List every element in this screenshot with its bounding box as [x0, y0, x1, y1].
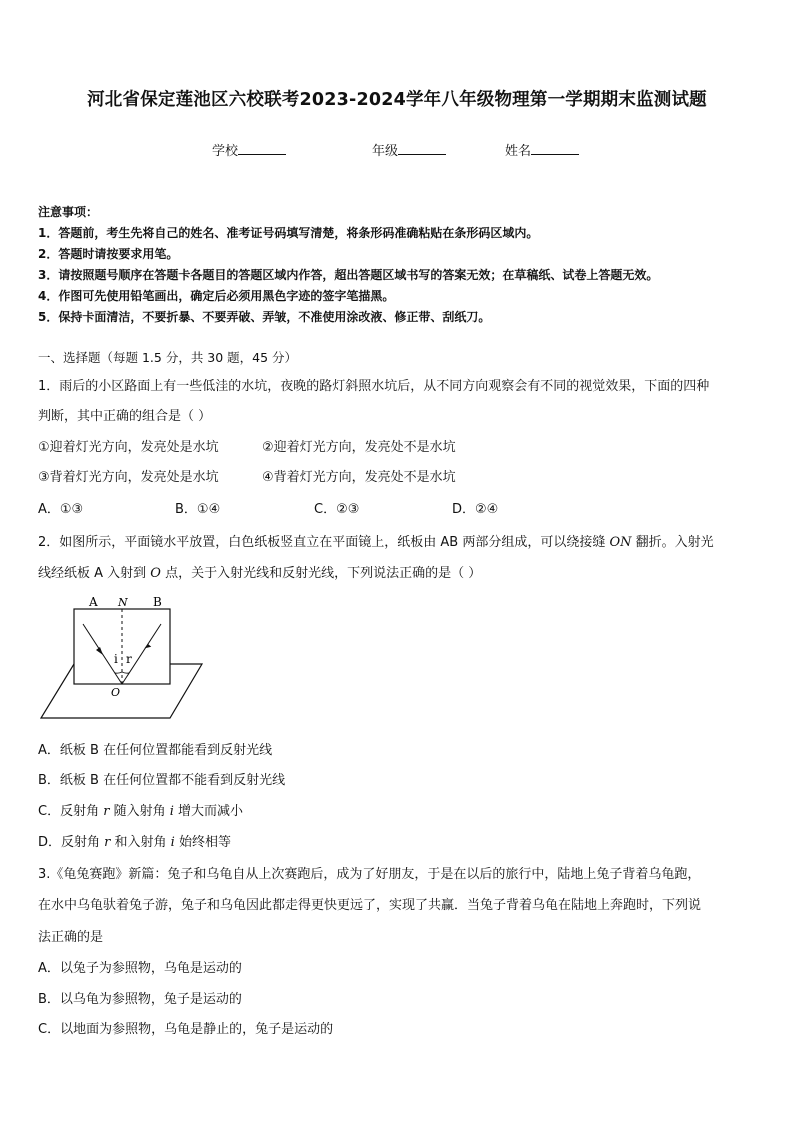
mirror-figure	[38, 592, 218, 724]
notice-item: 5．保持卡面清洁，不要折暴、不要弄破、弄皱，不准使用涂改液、修正带、刮纸刀。	[38, 310, 491, 324]
name-field[interactable]	[505, 140, 579, 159]
q2-stem-line1: 2．如图所示，平面镜水平放置，白色纸板竖直立在平面镜上，纸板由 AB 两部分组成，可以绕接缝 ON 翻折。入射光	[38, 535, 714, 550]
q3-option-c[interactable]: C．以地面为参照物，乌龟是静止的，兔子是运动的	[38, 1022, 334, 1037]
q1-option-d[interactable]: D．②④	[452, 502, 499, 517]
q1-stem-line2: 判断，其中正确的组合是（ ）	[38, 409, 212, 424]
q2-option-a[interactable]: A．纸板 B 在任何位置都能看到反射光线	[38, 743, 273, 758]
grade-label: 年级	[372, 144, 399, 159]
page-title: 河北省保定莲池区六校联考2023-2024学年八年级物理第一学期期末监测试题	[87, 90, 707, 110]
school-field[interactable]	[212, 140, 286, 159]
q3-stem-line2: 在水中乌龟驮着兔子游，兔子和乌龟因此都走得更快更远了，实现了共赢．当兔子背着乌龟在陆地上奔跑时，下列说	[38, 898, 702, 913]
q2-option-d[interactable]: D．反射角 r 和入射角 i 始终相等	[38, 835, 231, 850]
notice-item: 3．请按照题号顺序在答题卡各题目的答题区域内作答，超出答题区域书写的答案无效；在草稿纸、试卷上答题无效。	[38, 268, 659, 282]
notice-heading: 注意事项：	[38, 205, 99, 219]
label-b: B	[153, 595, 162, 609]
notice-item: 2．答题时请按要求用笔。	[38, 247, 179, 261]
q2-stem-line2: 线经纸板 A 入射到 O 点，关于入射光线和反射光线，下列说法正确的是（ ）	[38, 566, 482, 581]
name-label: 姓名	[505, 144, 532, 159]
notice-item: 1．答题前，考生先将自己的姓名、准考证号码填写清楚，将条形码准确粘贴在条形码区域内。	[38, 226, 539, 240]
q2-option-b[interactable]: B．纸板 B 在任何位置都不能看到反射光线	[38, 773, 286, 788]
q1-option-c[interactable]: C．②③	[314, 502, 360, 517]
section-heading: 一、选择题（每题 1.5 分，共 30 题，45 分）	[38, 350, 298, 365]
q1-stem-line1: 1．雨后的小区路面上有一些低洼的水坑，夜晚的路灯斜照水坑后，从不同方向观察会有不同的视觉效果，下面的四种	[38, 379, 710, 394]
grade-blank[interactable]	[398, 142, 446, 155]
notice-item: 4．作图可先使用铅笔画出，确定后必须用黑色字迹的签字笔描黑。	[38, 289, 395, 303]
label-r: r	[126, 652, 132, 666]
q2-option-c[interactable]: C．反射角 r 随入射角 i 增大而减小	[38, 804, 244, 819]
grade-field[interactable]	[372, 140, 446, 159]
q3-option-b[interactable]: B．以乌龟为参照物，兔子是运动的	[38, 992, 242, 1007]
label-o: O	[111, 686, 121, 699]
q1-option-b[interactable]: B．①④	[175, 502, 221, 517]
label-n: N	[118, 596, 128, 609]
notice-block	[38, 202, 658, 328]
name-blank[interactable]	[531, 142, 579, 155]
q1-statement-2: ②迎着灯光方向，发亮处不是水坑	[262, 440, 456, 455]
q3-option-a[interactable]: A．以兔子为参照物，乌龟是运动的	[38, 961, 242, 976]
school-blank[interactable]	[238, 142, 286, 155]
q1-option-a[interactable]: A．①③	[38, 502, 84, 517]
school-label: 学校	[212, 144, 239, 159]
q1-statement-1: ①迎着灯光方向，发亮处是水坑	[38, 440, 219, 455]
label-i: i	[114, 652, 118, 666]
q3-stem-line3: 法正确的是	[38, 930, 104, 945]
q3-stem-line1: 3.《龟兔赛跑》新篇：兔子和乌龟自从上次赛跑后，成为了好朋友，于是在以后的旅行中，陆地上兔子背着乌龟跑，	[38, 867, 701, 882]
q1-statement-4: ④背着灯光方向，发亮处不是水坑	[262, 470, 456, 485]
q1-statement-3: ③背着灯光方向，发亮处是水坑	[38, 470, 219, 485]
label-a: A	[89, 595, 98, 609]
